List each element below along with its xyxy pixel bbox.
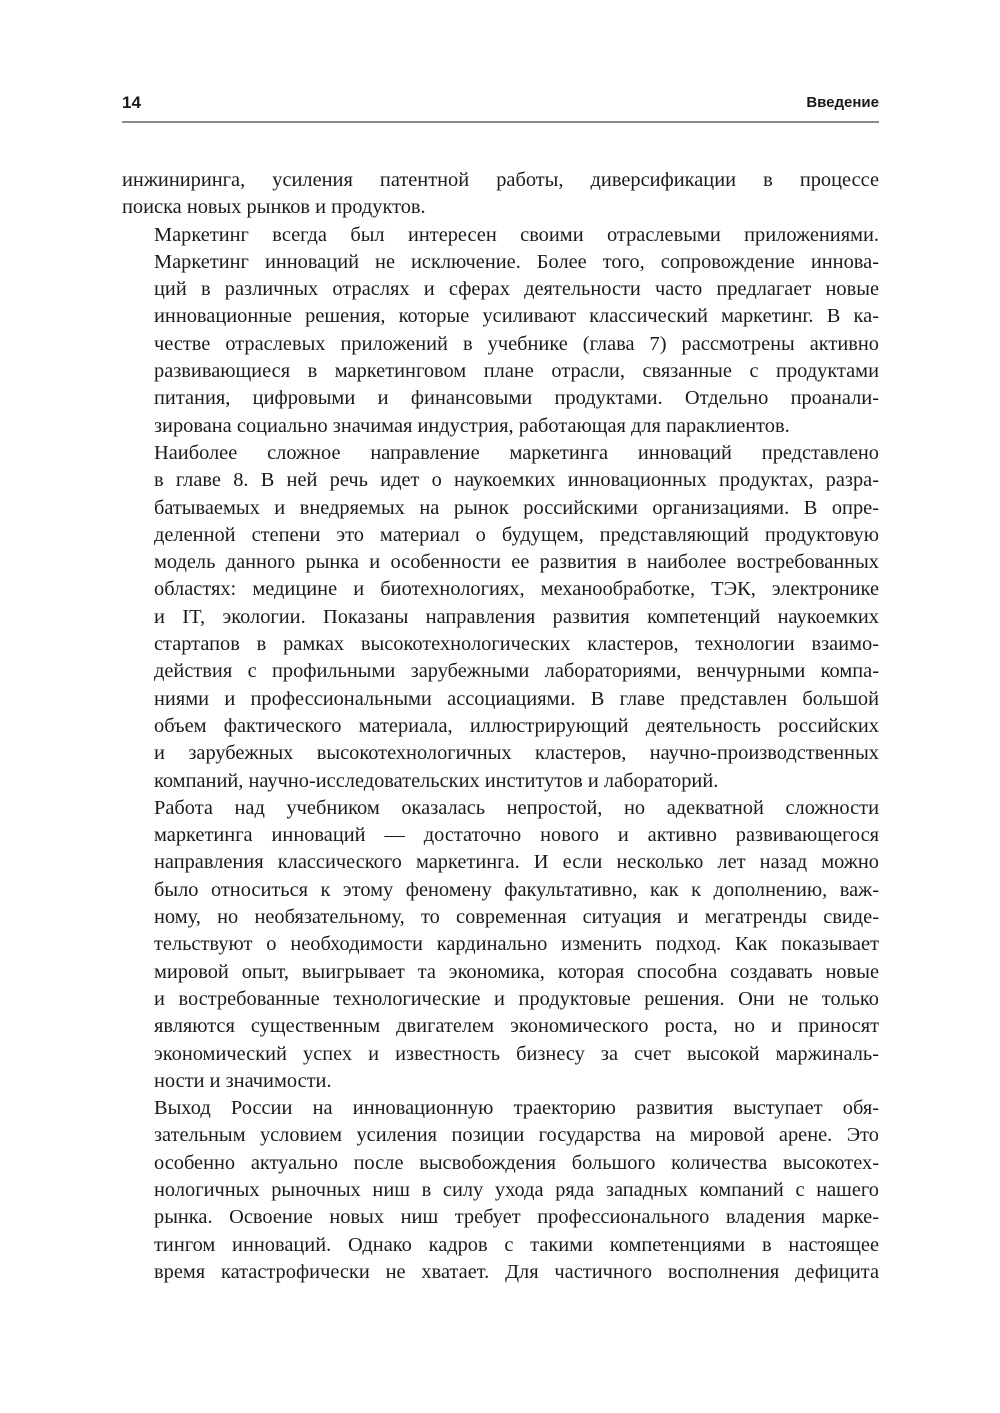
text-line: инжиниринга, усиления патентной работы, диверсификации в процессе	[122, 169, 879, 191]
text-line: честве отраслевых приложений в учебнике (глава 7) рассмотрены активно	[154, 332, 879, 355]
text-line: питания, цифровыми и финансовыми продуктами. Отдельно проанали-	[154, 387, 879, 410]
text-line: Выход России на инновационную траекторию развития выступает обя-	[154, 1097, 879, 1120]
text-line: и зарубежных высокотехнологичных кластеров, научно-производственных	[154, 742, 879, 765]
text-line: направления классического маркетинга. И если несколько лет назад можно	[154, 851, 879, 874]
text-line: ному, но необязательному, то современная ситуация и мегатренды свиде-	[154, 906, 879, 929]
paragraph	[122, 222, 879, 440]
text-line: Маркетинг инноваций не исключение. Более того, сопровождение иннова-	[154, 250, 879, 273]
text-line: было относиться к этому феномену факультативно, как к дополнению, важ-	[154, 878, 879, 901]
text-line: Наиболее сложное направление маркетинга инноваций представлено	[154, 441, 879, 464]
paragraph	[122, 1095, 879, 1286]
section-title: Введение	[806, 94, 879, 111]
text-line: рынка. Освоение новых ниш требует профессионального владения марке-	[154, 1206, 879, 1229]
text-line: ности и значимости.	[154, 1069, 332, 1092]
running-head	[122, 91, 879, 115]
text-line: деленной степени это материал о будущем, представляющий продуктовую	[154, 523, 879, 546]
text-line: зирована социально значимая индустрия, работающая для параклиентов.	[154, 414, 790, 437]
text-line: в главе 8. В ней речь идет о наукоемких инновационных продуктах, разра-	[154, 469, 879, 492]
text-line: объем фактического материала, иллюстрирующий деятельность российских	[154, 714, 879, 737]
text-line: тингом инноваций. Однако кадров с такими компетенциями в настоящее	[154, 1233, 879, 1256]
text-line: развивающиеся в маркетинговом плане отрасли, связанные с продуктами	[154, 360, 879, 383]
text-line: батываемых и внедряемых на рынок российскими организациями. В опре-	[154, 496, 879, 519]
text-line: компаний, научно-исследовательских институтов и лабораторий.	[154, 769, 719, 792]
text-line: ниями и профессиональными ассоциациями. В главе представлен большой	[154, 687, 879, 710]
text-line: действия с профильными зарубежными лабораториями, венчурными компа-	[154, 660, 879, 683]
paragraph	[122, 795, 879, 1095]
text-line: Маркетинг всегда был интересен своими отраслевыми приложениями.	[154, 223, 879, 246]
text-line: зательным условием усиления позиции государства на мировой арене. Это	[154, 1124, 879, 1147]
paragraph	[122, 167, 879, 222]
text-line: и востребованные технологические и продуктовые решения. Они не только	[154, 987, 879, 1010]
text-line: время катастрофически не хватает. Для частичного восполнения дефицита	[154, 1260, 879, 1283]
header-rule	[122, 121, 879, 123]
paragraph	[122, 440, 879, 795]
text-line: инновационные решения, которые усиливают классический маркетинг. В ка-	[154, 305, 879, 328]
text-line: являются существенным двигателем экономического роста, но и приносят	[154, 1015, 879, 1038]
text-line: областях: медицине и биотехнологиях, механообработке, ТЭК, электронике	[154, 578, 879, 601]
text-line: ций в различных отраслях и сферах деятельности часто предлагает новые	[154, 278, 879, 301]
text-line: мировой опыт, выигрывает та экономика, которая способна создавать новые	[154, 960, 879, 983]
text-line: маркетинга инноваций — достаточно нового и активно развивающегося	[154, 824, 879, 847]
text-line: экономический успех и известность бизнесу за счет высокой маржиналь-	[154, 1042, 879, 1065]
text-line: поиска новых рынков и продуктов.	[122, 196, 426, 219]
text-line: нологичных рыночных ниш в силу ухода ряда западных компаний с нашего	[154, 1178, 879, 1201]
text-line: тельствуют о необходимости кардинально изменить подход. Как показывает	[154, 933, 879, 956]
body-text	[122, 167, 879, 1286]
text-line: и IT, экологии. Показаны направления развития компетенций наукоемких	[154, 605, 879, 628]
text-line: модель данного рынка и особенности ее развития в наиболее востребованных	[154, 551, 879, 574]
page-number: 14	[122, 93, 141, 112]
text-line: стартапов в рамках высокотехнологических кластеров, технологии взаимо-	[154, 633, 879, 656]
text-line: особенно актуально после высвобождения большого количества высокотех-	[154, 1151, 879, 1174]
text-line: Работа над учебником оказалась непростой, но адекватной сложности	[154, 796, 879, 819]
